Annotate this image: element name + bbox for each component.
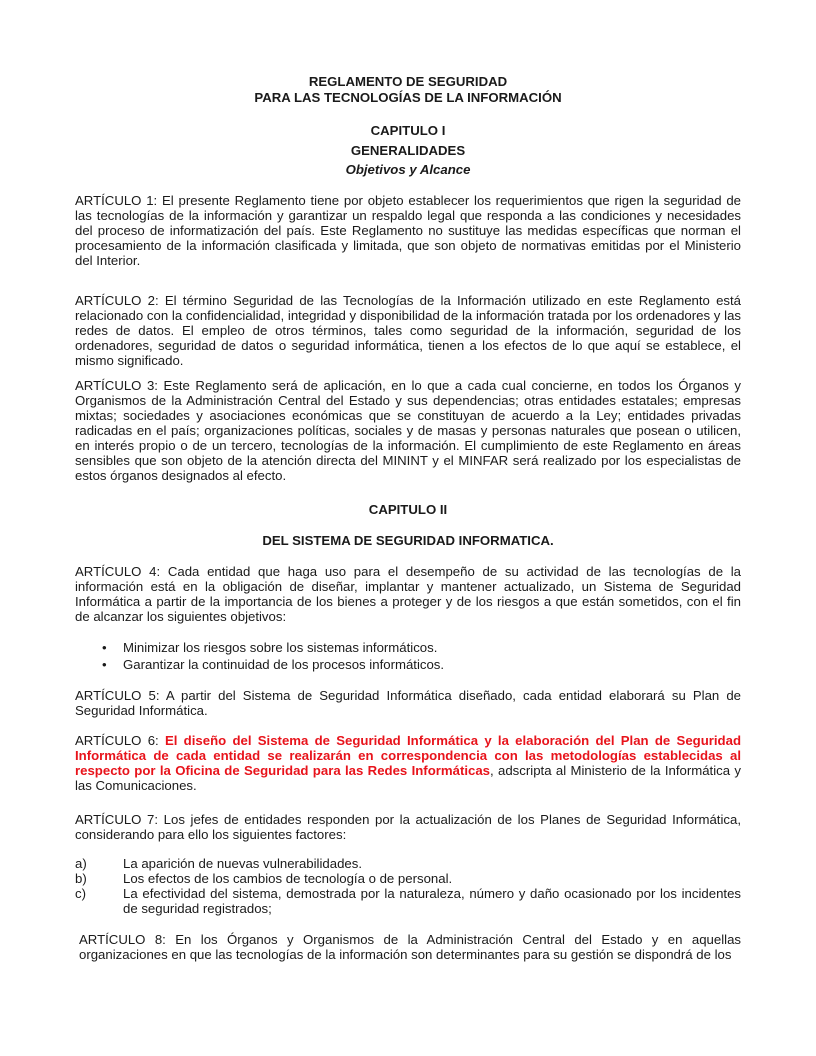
document-title-line2: PARA LAS TECNOLOGÍAS DE LA INFORMACIÓN (254, 90, 562, 105)
article-1: ARTÍCULO 1: El presente Reglamento tiene por objeto establecer los requerimientos que rigen la seguridad de las tecnologías de la información y garantizar un respaldo legal que responda a las condiciones y necesidades del proceso de informatización del país. Este Reglamento no sustituye las medidas específicas que norman el procesamiento de la información clasificada y limitada, que son objeto de normativas emitidas por el Ministerio del Interior. (75, 193, 741, 268)
article-8: ARTÍCULO 8: En los Órganos y Organismos de la Administración Central del Estado y en aquellas organizaciones en que las tecnologías de la información son determinantes para su gestión se dispondrá de los (79, 932, 741, 962)
article-6-highlight: El diseño del Sistema de Seguridad Informática y la elaboración del Plan de Seguridad Informática de cada entidad se realizarán en correspondencia con las metodologías establecidas al respecto por la Oficina de Seguridad para las Redes Informáticas (75, 733, 742, 778)
list-item (75, 657, 741, 674)
list-item-label: b) (75, 871, 87, 886)
article-7: ARTÍCULO 7: Los jefes de entidades responden por la actualización de los Planes de Seguridad Informática, considerando para ello los siguientes factores: (75, 812, 741, 842)
chapter1-subheading: GENERALIDADES (350, 143, 466, 158)
chapter1-section-title: Objetivos y Alcance (345, 162, 471, 177)
list-item-label: a) (75, 856, 87, 871)
article-3: ARTÍCULO 3: Este Reglamento será de aplicación, en lo que a cada cual concierne, en todos los Órganos y Organismos de la Administración Central del Estado y sus dependencias; otras entidades estatales; empresas mixtas; sociedades y asociaciones económicas que se constituyan de acuerdo a la Ley; entidades privadas radicadas en el país; organizaciones políticas, sociales y de masas y personas naturales que posean o utilicen, en interés propio o de un tercero, tecnologías de la información. El cumplimiento de este Reglamento en áreas sensibles que son objeto de la atención directa del MININT y el MINFAR será realizado por los especialistas de estos órganos designados al efecto. (75, 378, 741, 483)
list-item-text: Garantizar la continuidad de los procesos informáticos. (123, 657, 445, 672)
list-item (75, 640, 741, 657)
list-item (75, 886, 741, 916)
list-item (75, 856, 741, 871)
article-4: ARTÍCULO 4: Cada entidad que haga uso para el desempeño de su actividad de las tecnologías de la información está en la obligación de diseñar, implantar y mantener actualizado, un Sistema de Seguridad Informática a partir de la importancia de los bienes a proteger y de los riesgos a que están sometidos, con el fin de alcanzar los siguientes objetivos: (75, 564, 741, 624)
article-5: ARTÍCULO 5: A partir del Sistema de Seguridad Informática diseñado, cada entidad elaborará su Plan de Seguridad Informática. (75, 688, 741, 718)
article-6 (75, 733, 741, 793)
article-6-prefix: ARTÍCULO 6: (75, 733, 165, 748)
list-item-text: Los efectos de los cambios de tecnología o de personal. (123, 871, 453, 886)
chapter2-heading: CAPITULO II (368, 502, 448, 517)
list-item-label: c) (75, 886, 86, 901)
bullet-icon: • (102, 657, 107, 672)
list-item-text: Minimizar los riesgos sobre los sistemas informáticos. (123, 640, 438, 655)
list-item-text: La aparición de nuevas vulnerabilidades. (123, 856, 363, 871)
list-item (75, 871, 741, 886)
article-4-objectives-list (75, 640, 741, 674)
article-6-suffix: , adscripta al Ministerio de la Informática y las Comunicaciones. (75, 763, 741, 793)
article-7-factors-list (75, 856, 741, 916)
article-2: ARTÍCULO 2: El término Seguridad de las Tecnologías de la Información utilizado en este Reglamento está relacionado con la confidencialidad, integridad y disponibilidad de la información tratada por los ordenadores y las redes de datos. El empleo de otros términos, tales como seguridad de la información, seguridad de los ordenadores, seguridad de datos o seguridad informática, tienen a los efectos de lo que aquí se establece, el mismo significado. (75, 293, 741, 368)
bullet-icon: • (102, 640, 107, 655)
chapter2-subheading: DEL SISTEMA DE SEGURIDAD INFORMATICA. (262, 533, 554, 548)
document-title-line1: REGLAMENTO DE SEGURIDAD (308, 74, 508, 89)
list-item-text: La efectividad del sistema, demostrada por la naturaleza, número y daño ocasionado por los incidentes de seguridad registrados; (123, 886, 741, 916)
chapter1-heading: CAPITULO I (370, 123, 446, 138)
